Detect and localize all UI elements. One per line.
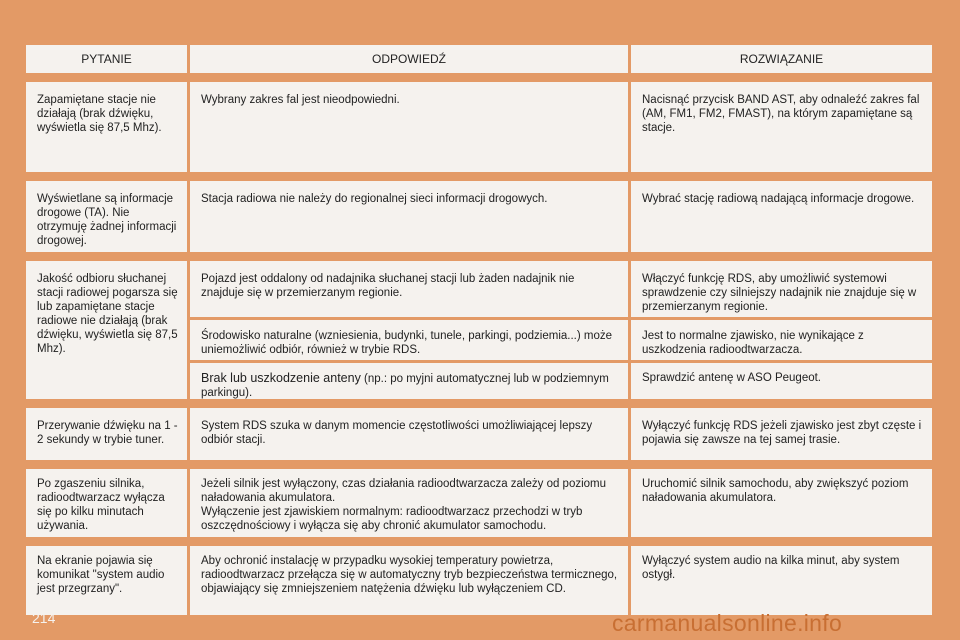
- page-number: 214: [32, 610, 56, 626]
- answer-cell: Aby ochronić instalację w przypadku wysokiej temperatury powietrza, radioodtwarzacz przełącza się w automatyczny tryb bezpieczeństwa termicznego, objawiający się zmniejszeniem natężenia dźwięku lub wyłączeniem CD.: [190, 546, 628, 615]
- table-row: [26, 261, 932, 399]
- answer-cell: Jeżeli silnik jest wyłączony, czas działania radioodtwarzacza zależy od poziomu naładowania akumulatora. Wyłączenie jest zjawiskiem normalnym: radioodtwarzacz przechodzi w tryb oszczędnościowy i wyłącza się aby chronić akumulator samochodu.: [190, 469, 628, 537]
- solution-cell: Włączyć funkcję RDS, aby umożliwić systemowi sprawdzenie czy silniejszy nadajnik nie znajduje się w przemierzanym regionie.: [631, 261, 932, 317]
- answer-text: (np.: po myjni automatycznej lub w podziemnym parkingu).: [201, 373, 609, 399]
- answer-cell: Pojazd jest oddalony od nadajnika słuchanej stacji lub żaden nadajnik nie znajduje się w przemierzanym regionie.: [190, 261, 628, 317]
- watermark-text: carmanualsonline.info: [612, 610, 843, 636]
- header-answer: ODPOWIEDŹ: [190, 45, 628, 73]
- question-cell: Wyświetlane są informacje drogowe (TA). Nie otrzymuję żadnej informacji drogowej.: [26, 181, 187, 252]
- faq-table: [26, 45, 932, 615]
- table-row: [26, 181, 932, 252]
- answer-cell: System RDS szuka w danym momencie częstotliwości umożliwiającej lepszy odbiór stacji.: [190, 408, 628, 460]
- header-solution: ROZWIĄZANIE: [631, 45, 932, 73]
- answer-lead-text: Brak lub uszkodzenie anteny: [201, 371, 361, 385]
- table-header: [26, 45, 932, 73]
- answer-cell: Stacja radiowa nie należy do regionalnej sieci informacji drogowych.: [190, 181, 628, 252]
- answer-cell: Wybrany zakres fal jest nieodpowiedni.: [190, 82, 628, 172]
- table-row: [26, 469, 932, 537]
- header-question: PYTANIE: [26, 45, 187, 73]
- solution-cell: Wybrać stację radiową nadającą informacje drogowe.: [631, 181, 932, 252]
- solution-cell: Sprawdzić antenę w ASO Peugeot.: [631, 363, 932, 399]
- question-cell: Przerywanie dźwięku na 1 - 2 sekundy w trybie tuner.: [26, 408, 187, 460]
- table-row: [26, 82, 932, 172]
- table-row: [26, 546, 932, 615]
- solution-cell: Wyłączyć system audio na kilka minut, aby system ostygł.: [631, 546, 932, 615]
- question-cell: Po zgaszeniu silnika, radioodtwarzacz wyłącza się po kilku minutach używania.: [26, 469, 187, 537]
- solution-cell: Uruchomić silnik samochodu, aby zwiększyć poziom naładowania akumulatora.: [631, 469, 932, 537]
- solution-cell: Jest to normalne zjawisko, nie wynikające z uszkodzenia radioodtwarzacza.: [631, 320, 932, 360]
- table-row: [26, 408, 932, 460]
- question-cell: Jakość odbioru słuchanej stacji radiowej pogarsza się lub zapamiętane stacje radiowe nie działają (brak dźwięku, wyświetla się 87,5 Mhz).: [26, 261, 187, 399]
- solution-cell: Nacisnąć przycisk BAND AST, aby odnaleźć zakres fal (AM, FM1, FM2, FMAST), na którym zapamiętane są stacje.: [631, 82, 932, 172]
- answer-cell: [190, 363, 628, 399]
- solution-cell: Wyłączyć funkcję RDS jeżeli zjawisko jest zbyt częste i pojawia się zawsze na tej samej trasie.: [631, 408, 932, 460]
- answer-cell: Środowisko naturalne (wzniesienia, budynki, tunele, parkingi, podziemia...) może uniemożliwić odbiór, również w trybie RDS.: [190, 320, 628, 360]
- question-cell: Zapamiętane stacje nie działają (brak dźwięku, wyświetla się 87,5 Mhz).: [26, 82, 187, 172]
- question-cell: Na ekranie pojawia się komunikat "system audio jest przegrzany".: [26, 546, 187, 615]
